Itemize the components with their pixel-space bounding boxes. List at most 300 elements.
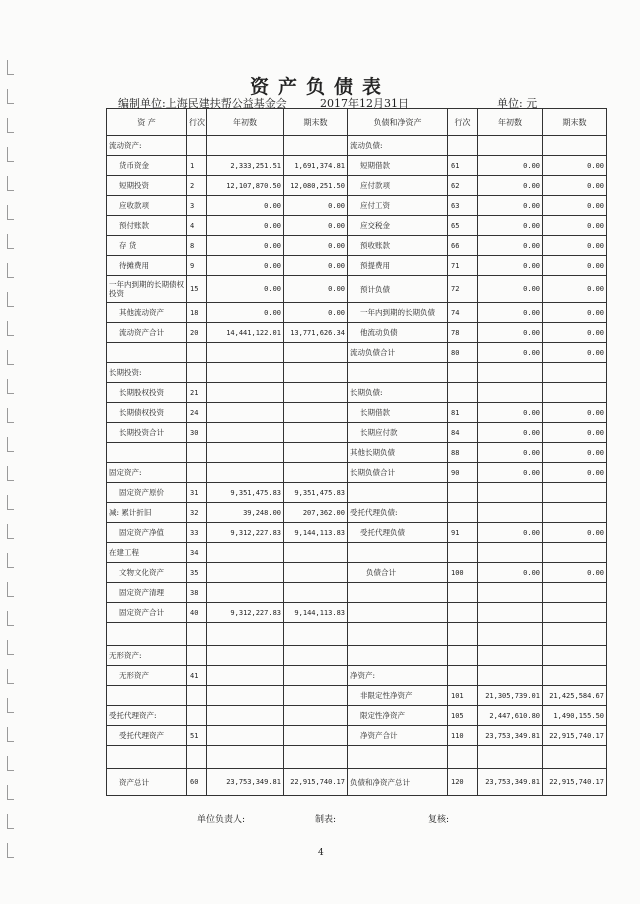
closing-balance-cell bbox=[284, 136, 348, 156]
unit-head-label: 单位负责人: bbox=[197, 815, 246, 825]
asset-label-cell: 长期投资合计 bbox=[107, 423, 187, 443]
column-header: 年初数 bbox=[478, 109, 543, 136]
opening-balance-cell: 0.00 bbox=[478, 403, 543, 423]
closing-balance-cell: 0.00 bbox=[284, 276, 348, 303]
line-number-cell: 40 bbox=[187, 603, 207, 623]
asset-label-cell: 受托代理资产: bbox=[107, 706, 187, 726]
asset-label-cell: 预付账款 bbox=[107, 216, 187, 236]
table-row bbox=[107, 483, 607, 503]
opening-balance-cell: 0.00 bbox=[478, 276, 543, 303]
opening-balance-cell bbox=[478, 603, 543, 623]
opening-balance-cell bbox=[207, 746, 284, 769]
line-number-cell bbox=[187, 136, 207, 156]
line-number-cell: 34 bbox=[187, 543, 207, 563]
table-row bbox=[107, 769, 607, 796]
closing-balance-cell bbox=[543, 483, 607, 503]
opening-balance-cell bbox=[478, 543, 543, 563]
asset-label-cell: 待摊费用 bbox=[107, 256, 187, 276]
line-number-cell bbox=[448, 543, 478, 563]
opening-balance-cell bbox=[207, 623, 284, 646]
opening-balance-cell: 0.00 bbox=[478, 343, 543, 363]
binding-mark bbox=[7, 553, 14, 568]
table-row bbox=[107, 423, 607, 443]
liability-label-cell: 他流动负债 bbox=[348, 323, 448, 343]
opening-balance-cell bbox=[207, 583, 284, 603]
asset-label-cell: 在建工程 bbox=[107, 543, 187, 563]
opening-balance-cell: 2,447,610.80 bbox=[478, 706, 543, 726]
line-number-cell: 38 bbox=[187, 583, 207, 603]
closing-balance-cell: 0.00 bbox=[543, 156, 607, 176]
asset-label-cell bbox=[107, 443, 187, 463]
table-row bbox=[107, 646, 607, 666]
binding-mark bbox=[7, 756, 14, 771]
asset-label-cell: 其他流动资产 bbox=[107, 303, 187, 323]
asset-label-cell: 长期股权投资 bbox=[107, 383, 187, 403]
liability-label-cell bbox=[348, 746, 448, 769]
liability-label-cell bbox=[348, 583, 448, 603]
closing-balance-cell bbox=[543, 746, 607, 769]
liability-label-cell bbox=[348, 483, 448, 503]
opening-balance-cell: 9,351,475.83 bbox=[207, 483, 284, 503]
opening-balance-cell bbox=[478, 746, 543, 769]
liability-label-cell: 负债合计 bbox=[348, 563, 448, 583]
liability-label-cell: 预收账款 bbox=[348, 236, 448, 256]
opening-balance-cell: 0.00 bbox=[207, 216, 284, 236]
column-header: 负债和净资产 bbox=[348, 109, 448, 136]
asset-label-cell: 应收款项 bbox=[107, 196, 187, 216]
line-number-cell: 72 bbox=[448, 276, 478, 303]
asset-label-cell: 短期投资 bbox=[107, 176, 187, 196]
opening-balance-cell bbox=[207, 666, 284, 686]
asset-label-cell bbox=[107, 746, 187, 769]
closing-balance-cell bbox=[284, 646, 348, 666]
opening-balance-cell bbox=[478, 136, 543, 156]
currency-unit: 单位: 元 bbox=[497, 97, 538, 110]
opening-balance-cell: 0.00 bbox=[207, 276, 284, 303]
closing-balance-cell: 0.00 bbox=[543, 303, 607, 323]
opening-balance-cell: 0.00 bbox=[478, 303, 543, 323]
asset-label-cell: 固定资产净值 bbox=[107, 523, 187, 543]
closing-balance-cell bbox=[543, 383, 607, 403]
line-number-cell: 62 bbox=[448, 176, 478, 196]
compiling-unit: 编制单位:上海民建扶帮公益基金会 bbox=[118, 97, 287, 110]
line-number-cell: 88 bbox=[448, 443, 478, 463]
opening-balance-cell: 0.00 bbox=[478, 196, 543, 216]
line-number-cell: 24 bbox=[187, 403, 207, 423]
opening-balance-cell: 9,312,227.83 bbox=[207, 523, 284, 543]
asset-label-cell: 长期债权投资 bbox=[107, 403, 187, 423]
line-number-cell: 78 bbox=[448, 323, 478, 343]
closing-balance-cell bbox=[284, 363, 348, 383]
closing-balance-cell: 0.00 bbox=[543, 563, 607, 583]
closing-balance-cell bbox=[284, 706, 348, 726]
closing-balance-cell bbox=[284, 686, 348, 706]
opening-balance-cell bbox=[207, 726, 284, 746]
opening-balance-cell: 39,248.00 bbox=[207, 503, 284, 523]
table-row bbox=[107, 746, 607, 769]
opening-balance-cell: 23,753,349.81 bbox=[207, 769, 284, 796]
line-number-cell: 66 bbox=[448, 236, 478, 256]
closing-balance-cell: 9,144,113.83 bbox=[284, 523, 348, 543]
line-number-cell: 21 bbox=[187, 383, 207, 403]
closing-balance-cell bbox=[284, 563, 348, 583]
binding-mark bbox=[7, 466, 14, 481]
column-header: 年初数 bbox=[207, 109, 284, 136]
opening-balance-cell bbox=[207, 543, 284, 563]
opening-balance-cell: 0.00 bbox=[478, 216, 543, 236]
table-row bbox=[107, 136, 607, 156]
line-number-cell bbox=[187, 443, 207, 463]
line-number-cell: 71 bbox=[448, 256, 478, 276]
liability-label-cell bbox=[348, 363, 448, 383]
closing-balance-cell bbox=[543, 363, 607, 383]
liability-label-cell: 长期负债合计 bbox=[348, 463, 448, 483]
closing-balance-cell bbox=[284, 666, 348, 686]
binding-mark bbox=[7, 727, 14, 742]
closing-balance-cell bbox=[543, 646, 607, 666]
opening-balance-cell bbox=[478, 666, 543, 686]
table-row bbox=[107, 403, 607, 423]
binding-mark bbox=[7, 234, 14, 249]
opening-balance-cell: 0.00 bbox=[478, 523, 543, 543]
closing-balance-cell: 0.00 bbox=[543, 256, 607, 276]
closing-balance-cell: 12,080,251.50 bbox=[284, 176, 348, 196]
closing-balance-cell bbox=[543, 136, 607, 156]
binding-mark bbox=[7, 495, 14, 510]
opening-balance-cell bbox=[478, 383, 543, 403]
binding-mark bbox=[7, 118, 14, 133]
binding-mark bbox=[7, 147, 14, 162]
asset-label-cell: 减: 累计折旧 bbox=[107, 503, 187, 523]
liability-label-cell: 应付款项 bbox=[348, 176, 448, 196]
opening-balance-cell: 2,333,251.51 bbox=[207, 156, 284, 176]
closing-balance-cell: 0.00 bbox=[543, 463, 607, 483]
line-number-cell: 2 bbox=[187, 176, 207, 196]
line-number-cell bbox=[448, 666, 478, 686]
binding-mark bbox=[7, 843, 14, 858]
closing-balance-cell bbox=[284, 623, 348, 646]
table-row bbox=[107, 726, 607, 746]
opening-balance-cell: 0.00 bbox=[207, 236, 284, 256]
table-row bbox=[107, 216, 607, 236]
asset-label-cell: 货币资金 bbox=[107, 156, 187, 176]
table-row bbox=[107, 236, 607, 256]
page-number: 4 bbox=[318, 848, 324, 858]
line-number-cell bbox=[187, 646, 207, 666]
asset-label-cell: 一年内到期的长期债权投资 bbox=[107, 276, 187, 303]
closing-balance-cell bbox=[543, 666, 607, 686]
closing-balance-cell bbox=[284, 463, 348, 483]
line-number-cell bbox=[187, 363, 207, 383]
liability-label-cell bbox=[348, 543, 448, 563]
liability-label-cell: 负债和净资产总计 bbox=[348, 769, 448, 796]
asset-label-cell: 受托代理资产 bbox=[107, 726, 187, 746]
closing-balance-cell bbox=[543, 583, 607, 603]
closing-balance-cell: 0.00 bbox=[543, 343, 607, 363]
table-row bbox=[107, 196, 607, 216]
table-row bbox=[107, 176, 607, 196]
line-number-cell: 74 bbox=[448, 303, 478, 323]
closing-balance-cell bbox=[284, 423, 348, 443]
line-number-cell: 41 bbox=[187, 666, 207, 686]
asset-label-cell: 流动资产合计 bbox=[107, 323, 187, 343]
liability-label-cell: 短期借款 bbox=[348, 156, 448, 176]
asset-label-cell: 无形资产 bbox=[107, 666, 187, 686]
line-number-cell: 15 bbox=[187, 276, 207, 303]
opening-balance-cell: 0.00 bbox=[478, 443, 543, 463]
column-header: 资 产 bbox=[107, 109, 187, 136]
closing-balance-cell bbox=[284, 746, 348, 769]
table-row bbox=[107, 323, 607, 343]
line-number-cell: 30 bbox=[187, 423, 207, 443]
asset-label-cell bbox=[107, 686, 187, 706]
liability-label-cell bbox=[348, 623, 448, 646]
binding-mark bbox=[7, 321, 14, 336]
binding-margin bbox=[0, 0, 18, 904]
closing-balance-cell: 0.00 bbox=[284, 196, 348, 216]
line-number-cell bbox=[187, 343, 207, 363]
line-number-cell: 84 bbox=[448, 423, 478, 443]
line-number-cell: 65 bbox=[448, 216, 478, 236]
binding-mark bbox=[7, 437, 14, 452]
line-number-cell bbox=[448, 503, 478, 523]
binding-mark bbox=[7, 640, 14, 655]
line-number-cell bbox=[448, 623, 478, 646]
liability-label-cell: 净资产合计 bbox=[348, 726, 448, 746]
line-number-cell: 35 bbox=[187, 563, 207, 583]
table-row bbox=[107, 463, 607, 483]
asset-label-cell: 固定资产清理 bbox=[107, 583, 187, 603]
line-number-cell: 51 bbox=[187, 726, 207, 746]
table-row bbox=[107, 363, 607, 383]
line-number-cell: 18 bbox=[187, 303, 207, 323]
opening-balance-cell: 0.00 bbox=[478, 563, 543, 583]
opening-balance-cell bbox=[478, 503, 543, 523]
opening-balance-cell bbox=[207, 563, 284, 583]
closing-balance-cell: 0.00 bbox=[543, 323, 607, 343]
binding-mark bbox=[7, 582, 14, 597]
closing-balance-cell: 0.00 bbox=[543, 276, 607, 303]
opening-balance-cell bbox=[207, 706, 284, 726]
liability-label-cell bbox=[348, 603, 448, 623]
opening-balance-cell bbox=[207, 383, 284, 403]
line-number-cell: 33 bbox=[187, 523, 207, 543]
line-number-cell: 61 bbox=[448, 156, 478, 176]
opening-balance-cell: 0.00 bbox=[207, 196, 284, 216]
asset-label-cell bbox=[107, 343, 187, 363]
closing-balance-cell: 9,351,475.83 bbox=[284, 483, 348, 503]
asset-label-cell: 资产总计 bbox=[107, 769, 187, 796]
opening-balance-cell bbox=[478, 646, 543, 666]
line-number-cell: 90 bbox=[448, 463, 478, 483]
line-number-cell: 4 bbox=[187, 216, 207, 236]
closing-balance-cell bbox=[543, 603, 607, 623]
closing-balance-cell bbox=[284, 583, 348, 603]
liability-label-cell: 流动负债: bbox=[348, 136, 448, 156]
line-number-cell: 81 bbox=[448, 403, 478, 423]
closing-balance-cell: 22,915,740.17 bbox=[284, 769, 348, 796]
table-row bbox=[107, 583, 607, 603]
line-number-cell: 63 bbox=[448, 196, 478, 216]
binding-mark bbox=[7, 524, 14, 539]
line-number-cell bbox=[448, 136, 478, 156]
binding-mark bbox=[7, 408, 14, 423]
line-number-cell: 32 bbox=[187, 503, 207, 523]
binding-mark bbox=[7, 350, 14, 365]
balance-sheet-table bbox=[106, 108, 607, 796]
closing-balance-cell bbox=[543, 503, 607, 523]
liability-label-cell bbox=[348, 646, 448, 666]
table-row bbox=[107, 603, 607, 623]
line-number-cell bbox=[448, 603, 478, 623]
closing-balance-cell bbox=[543, 623, 607, 646]
closing-balance-cell: 0.00 bbox=[543, 196, 607, 216]
closing-balance-cell bbox=[284, 403, 348, 423]
opening-balance-cell bbox=[207, 403, 284, 423]
asset-label-cell: 长期投资: bbox=[107, 363, 187, 383]
asset-label-cell: 流动资产: bbox=[107, 136, 187, 156]
opening-balance-cell: 23,753,349.81 bbox=[478, 769, 543, 796]
line-number-cell bbox=[448, 383, 478, 403]
table-row bbox=[107, 623, 607, 646]
column-header: 期末数 bbox=[543, 109, 607, 136]
line-number-cell: 101 bbox=[448, 686, 478, 706]
opening-balance-cell: 21,305,739.01 bbox=[478, 686, 543, 706]
line-number-cell bbox=[187, 623, 207, 646]
reviewer-label: 复核: bbox=[428, 815, 450, 825]
opening-balance-cell: 0.00 bbox=[478, 236, 543, 256]
closing-balance-cell: 13,771,626.34 bbox=[284, 323, 348, 343]
line-number-cell bbox=[448, 583, 478, 603]
line-number-cell bbox=[187, 463, 207, 483]
table-row bbox=[107, 256, 607, 276]
closing-balance-cell: 21,425,584.67 bbox=[543, 686, 607, 706]
table-row bbox=[107, 443, 607, 463]
asset-label-cell: 文物文化资产 bbox=[107, 563, 187, 583]
closing-balance-cell: 0.00 bbox=[543, 423, 607, 443]
opening-balance-cell bbox=[478, 583, 543, 603]
closing-balance-cell: 0.00 bbox=[543, 216, 607, 236]
opening-balance-cell: 12,107,870.50 bbox=[207, 176, 284, 196]
line-number-cell: 80 bbox=[448, 343, 478, 363]
opening-balance-cell: 0.00 bbox=[478, 256, 543, 276]
binding-mark bbox=[7, 611, 14, 626]
opening-balance-cell: 14,441,122.01 bbox=[207, 323, 284, 343]
line-number-cell bbox=[448, 646, 478, 666]
liability-label-cell: 长期借款 bbox=[348, 403, 448, 423]
liability-label-cell: 应付工资 bbox=[348, 196, 448, 216]
liability-label-cell: 受托代理负债: bbox=[348, 503, 448, 523]
line-number-cell: 110 bbox=[448, 726, 478, 746]
binding-mark bbox=[7, 814, 14, 829]
closing-balance-cell: 0.00 bbox=[543, 236, 607, 256]
document-title: 资产负债表 bbox=[249, 76, 390, 98]
liability-label-cell: 一年内到期的长期负债 bbox=[348, 303, 448, 323]
table-row bbox=[107, 503, 607, 523]
opening-balance-cell bbox=[207, 136, 284, 156]
line-number-cell: 9 bbox=[187, 256, 207, 276]
binding-mark bbox=[7, 379, 14, 394]
opening-balance-cell: 0.00 bbox=[478, 423, 543, 443]
table-header-row bbox=[107, 109, 607, 136]
report-date: 2017年12月31日 bbox=[320, 97, 409, 110]
binding-mark bbox=[7, 785, 14, 800]
table-row bbox=[107, 563, 607, 583]
line-number-cell bbox=[448, 483, 478, 503]
table-row bbox=[107, 343, 607, 363]
table-row bbox=[107, 523, 607, 543]
table-row bbox=[107, 706, 607, 726]
closing-balance-cell: 0.00 bbox=[543, 443, 607, 463]
line-number-cell bbox=[187, 746, 207, 769]
opening-balance-cell bbox=[207, 686, 284, 706]
line-number-cell bbox=[448, 363, 478, 383]
closing-balance-cell: 0.00 bbox=[284, 256, 348, 276]
asset-label-cell: 固定资产合计 bbox=[107, 603, 187, 623]
closing-balance-cell: 22,915,740.17 bbox=[543, 769, 607, 796]
opening-balance-cell: 0.00 bbox=[207, 303, 284, 323]
liability-label-cell: 流动负债合计 bbox=[348, 343, 448, 363]
liability-label-cell: 限定性净资产 bbox=[348, 706, 448, 726]
closing-balance-cell: 0.00 bbox=[284, 303, 348, 323]
line-number-cell: 100 bbox=[448, 563, 478, 583]
column-header: 期末数 bbox=[284, 109, 348, 136]
line-number-cell: 31 bbox=[187, 483, 207, 503]
closing-balance-cell bbox=[284, 443, 348, 463]
column-header: 行次 bbox=[448, 109, 478, 136]
preparer-label: 制表: bbox=[315, 815, 337, 825]
closing-balance-cell bbox=[284, 726, 348, 746]
closing-balance-cell bbox=[284, 343, 348, 363]
line-number-cell: 3 bbox=[187, 196, 207, 216]
closing-balance-cell bbox=[284, 543, 348, 563]
closing-balance-cell: 0.00 bbox=[543, 176, 607, 196]
asset-label-cell: 无形资产: bbox=[107, 646, 187, 666]
opening-balance-cell: 0.00 bbox=[478, 176, 543, 196]
binding-mark bbox=[7, 263, 14, 278]
liability-label-cell: 长期负债: bbox=[348, 383, 448, 403]
column-header: 行次 bbox=[187, 109, 207, 136]
opening-balance-cell: 23,753,349.81 bbox=[478, 726, 543, 746]
opening-balance-cell bbox=[207, 423, 284, 443]
closing-balance-cell: 1,490,155.50 bbox=[543, 706, 607, 726]
opening-balance-cell: 0.00 bbox=[478, 323, 543, 343]
line-number-cell: 8 bbox=[187, 236, 207, 256]
asset-label-cell: 固定资产原价 bbox=[107, 483, 187, 503]
opening-balance-cell bbox=[207, 343, 284, 363]
line-number-cell: 60 bbox=[187, 769, 207, 796]
opening-balance-cell bbox=[478, 363, 543, 383]
opening-balance-cell: 9,312,227.83 bbox=[207, 603, 284, 623]
binding-mark bbox=[7, 669, 14, 684]
closing-balance-cell: 0.00 bbox=[284, 236, 348, 256]
table-row bbox=[107, 666, 607, 686]
closing-balance-cell: 22,915,740.17 bbox=[543, 726, 607, 746]
liability-label-cell: 净资产: bbox=[348, 666, 448, 686]
binding-mark bbox=[7, 176, 14, 191]
closing-balance-cell: 207,362.00 bbox=[284, 503, 348, 523]
line-number-cell: 1 bbox=[187, 156, 207, 176]
asset-label-cell bbox=[107, 623, 187, 646]
closing-balance-cell: 0.00 bbox=[543, 523, 607, 543]
opening-balance-cell bbox=[207, 443, 284, 463]
table-row bbox=[107, 686, 607, 706]
opening-balance-cell: 0.00 bbox=[478, 156, 543, 176]
opening-balance-cell bbox=[207, 646, 284, 666]
line-number-cell: 105 bbox=[448, 706, 478, 726]
liability-label-cell: 应交税金 bbox=[348, 216, 448, 236]
closing-balance-cell: 0.00 bbox=[543, 403, 607, 423]
